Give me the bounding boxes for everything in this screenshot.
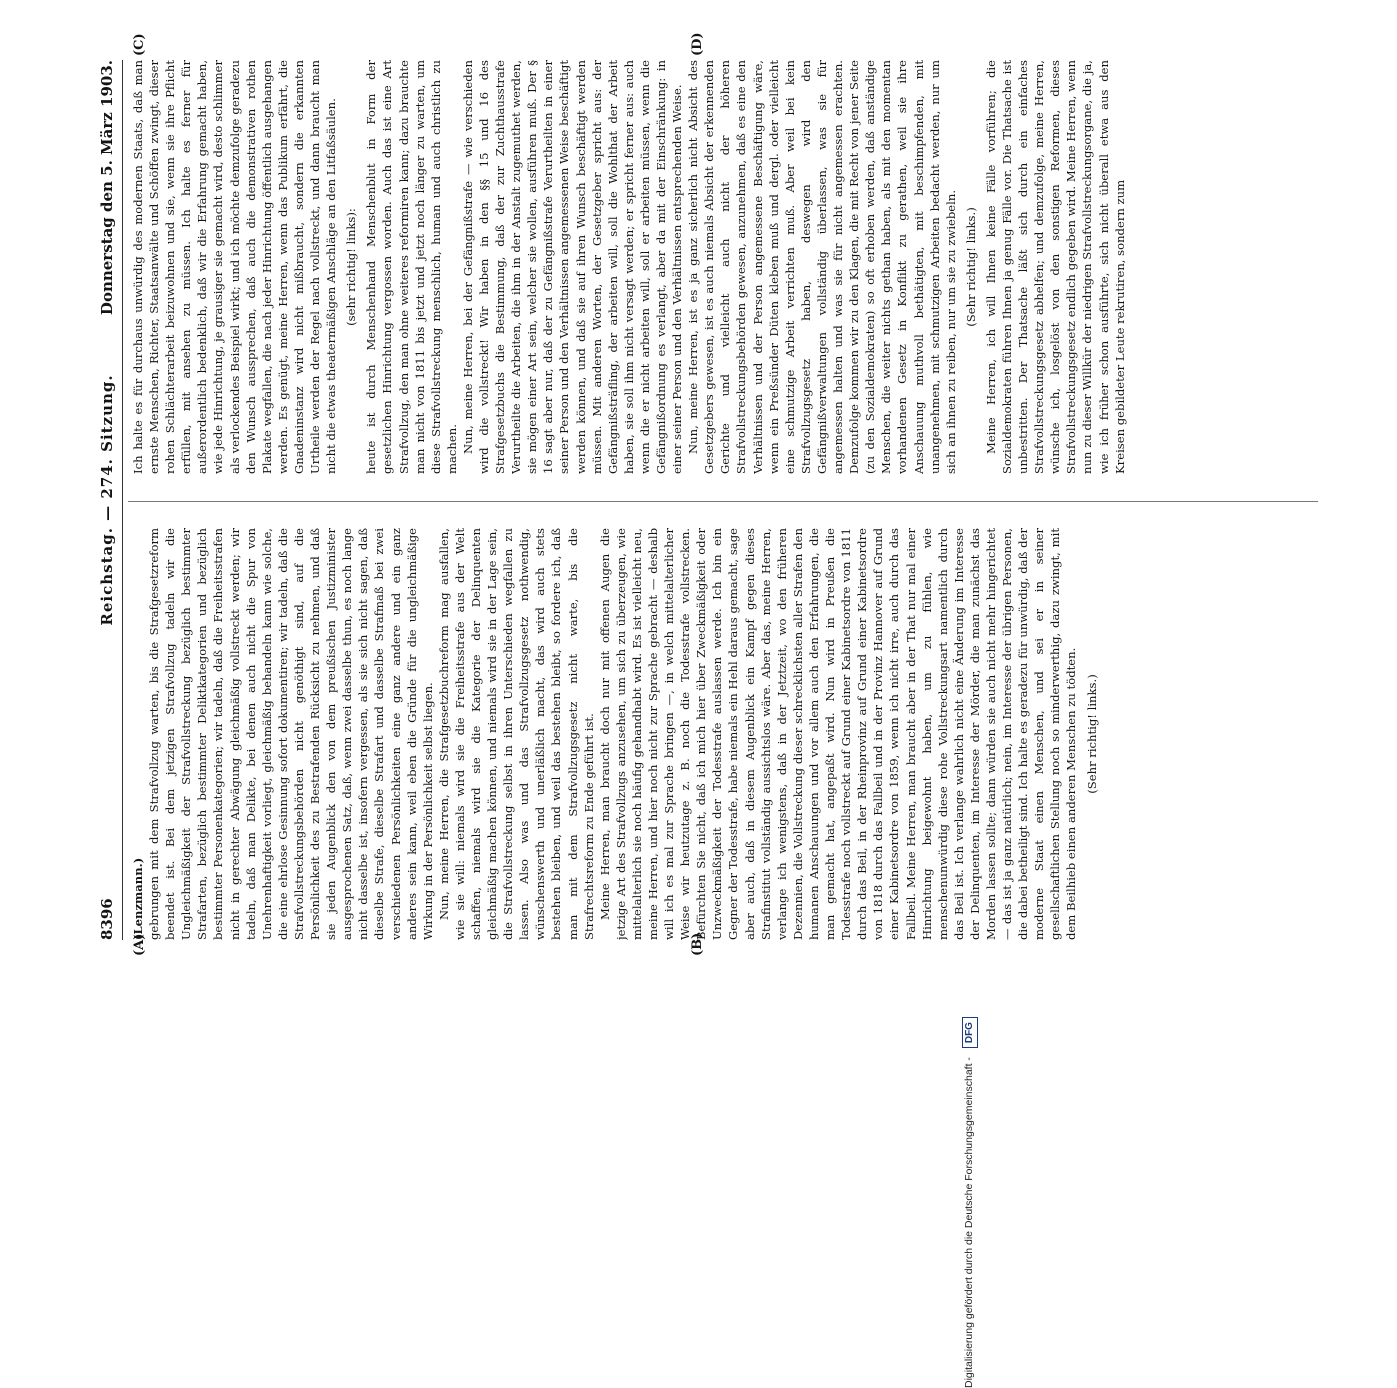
margin-marker-a: (A): [132, 933, 147, 956]
page-number: 8396: [98, 898, 116, 940]
paragraph: Nun, meine Herren, ist es ja ganz sicherlich nicht Absicht des Gesetzgebers gewesen, ist es auch niemals Absicht der erkennenden Gerichte und vielleicht auch nicht der höheren Strafvollstreckungsbehörden gewesen, anzunehmen, daß es eine den Verhältnissen und der Person angemessene Beschäftigung wäre, wenn ein Preßsünder Düten kleben muß und dergl. oder vielleicht eine schmutzige Arbeit verrichten muß. Aber weil bei kein Strafvollzugsgesetz haben, deswegen wird den Gefängnißverwaltungen vollständig überlassen, was sie für angemessen halten und was sie für nicht angemessen erachten. Demzufolge kommen wir zu den Klagen, die mit Recht von jener Seite (zu den Sozialdemokraten) so oft erhoben werden, daß anständige Menschen, die weiter nichts gethan haben, als mit den momentan vorhandenen Gesetz in Konflikt zu gerathen, weil sie ihre Anschauung muthvoll bethätigten, mit beschimpfenden, mit unangenehmen, mit schmutzigen Arbeiten bedacht werden, nur um sich an ihnen zu reiben, nur um sie zu zwiebeln.: [686, 60, 958, 474]
paragraph: gebrungen mit dem Strafvollzug warten, bis die Strafgesetzreform beendet ist. Bei dem jetzigen Strafvollzug tadeln wir die Ungleichmäßigkeit der Strafvollstreckung bezüglich bestimmter Strafarten, bezüglich bestimmter Deliktkategorien und bezüglich bestimmter Personenkategorien; wir tadeln, daß die Freiheitsstrafen nicht in gerechter Abwägung gleichmäßig vollstreckt werden; wir tadeln, daß man Delikte, bei denen auch nicht die Spur von Unehrenhaftigkeit vorliegt, gleichmäßig behandeln kann wie solche, die eine ehrlose Gesinnung sofort dokumentiren; wir tadeln, daß die Strafvollstreckungsbehörden nicht genöthigt sind, auf die Persönlichkeit des zu Bestrafenden Rücksicht zu nehmen, und daß sie jeden Augenblick den von dem preußischen Justizminister ausgesprochenen Satz, daß, wenn zwei dasselbe thun, es noch lange nicht dasselbe ist, insofern vergessen, als sie sich nicht sagen, daß dieselbe Strafe, dieselbe Strafart und dasselbe Strafmaß bei zwei verschiedenen Persönlichkeiten eine ganz andere und ein ganz anderes sein kann, weil eben die Gründe für die ungleichmäßige Wirkung in der Persönlichkeit selbst liegen.: [147, 528, 435, 940]
paragraph: Ich halte es für durchaus unwürdig des modernen Staats, daß man ernste Menschen, Richter, Staatsanwälte und Schöffen zwingt, dieser rohen Schlächterarbeit beizuwohnen und sie, wenn sie ihre Pflicht erfüllen, mit ansehen zu müssen. Ich halte es ferner für außerordentlich bedenklich, daß wir die Erfahrung gemacht haben, wie jede Hinrichtung, je grausiger sie gemacht wird, desto schlimmer als verlockendes Beispiel wirkt; und ich möchte demzufolge geradezu den Wunsch aussprechen, daß auch die demonstrativen rothen Plakate wegfallen, die nach jeder Hinrichtung öffentlich ausgehangen werden. Es genügt, meine Herren, wenn das Publikum erfährt, die Gnadeninstanz wird nicht mißbraucht, sondern die erkannten Urtheile werden der Regel nach vollstreckt, und dann braucht man nicht die etwas theatermäßigen Anschläge an den Litfaßsäulen.: [131, 60, 339, 474]
left-column: [130, 528, 1310, 940]
dfg-logo: DFG: [962, 1017, 978, 1048]
paragraph: Meine Herren, man braucht doch nur mit offenen Augen die jetzige Art des Strafvollzugs anzusehen, um sich zu überzeugen, wie mittelalterlich sie noch häufig gehandhabt wird. Es ist vielleicht neu, meine Herren, und hier noch nicht zur Sprache gebracht — deshalb will ich es mal zur Sprache bringen —, in welch mittelalterlicher Weise wir heutzutage z. B. noch die Todesstrafe vollstrecken. Befürchten Sie nicht, daß ich mich hier über Zweckmäßigkeit oder Unzweckmäßigkeit der Todesstrafe auslassen werde. Ich bin ein Gegner der Todesstrafe, habe niemals ein Hehl daraus gemacht, sage aber auch, daß in diesem Augenblick ein Kampf gegen dieses Strafinstitut vollständig aussichtslos wäre. Aber das, meine Herren, verlange ich wenigstens, daß in der Jetztzeit, wo den früheren Dezennien, die Vollstreckung dieser schrecklichsten aller Strafen den humanen Anschauungen und vor allem auch den Erfahrungen, die man gemacht hat, angepaßt wird. Nun wird in Preußen die Todesstrafe noch vollstreckt auf Grund einer Kabinetsordre von 1811 durch das Beil, in der Rheinprovinz auf Grund einer Kabinetsordre von 1818 durch das Fallbeil und in der Provinz Hannover auf Grund einer Kabinetsordre von 1859, wenn ich nicht irre, auch durch das Fallbeil. Meine Herren, man braucht aber in der That nur mal einer Hinrichtung beigewohnt haben, um zu fühlen, wie menschenunwürdig diese rohe Vollstreckungsart namentlich durch das Beil ist. Ich verlange wahrlich nicht eine Änderung im Interesse der Delinquenten, im Interesse der Mörder, die man zunächst das Morden lassen sollte; dann würden sie auch nicht mehr hingerichtet — das ist ja ganz natürlich; nein, im Interesse der übrigen Personen, die dabei betheiligt sind. Ich halte es geradezu für unwürdig, daß der moderne Staat einen Menschen, und sei er in seiner gesellschaftlichen Stellung noch so minderwerthig, dazu zwingt, mit dem Beilhieb einen anderen Menschen zu tödten.: [597, 528, 1079, 940]
page-header: [92, 60, 122, 940]
page-date: Donnerstag den 5. März 1903.: [98, 60, 116, 316]
applause-note: (Sehr richtig! links.): [963, 207, 978, 327]
applause-note: (Sehr richtig! links.): [1084, 674, 1099, 794]
margin-marker-d: (D): [690, 32, 705, 56]
paragraph: heute ist durch Menschenhand Menschenblut in Form der gesetzlichen Hinrichtung vergossen worden. Auch das ist eine Art Strafvollzug, den man ohne weiteres reformiren kann; dazu brauchte man nicht von 1811 bis jetzt und jetzt noch länger zu warten, um diese Strafvollstreckung menschlich, human und auch christlich zu machen.: [364, 60, 459, 474]
applause-note: (sehr richtig! links):: [344, 208, 359, 326]
right-column: [130, 60, 1310, 474]
margin-marker-b: (B): [690, 932, 705, 956]
digitization-text: Digitalisierung gefördert durch die Deutsche Forschungsgemeinschaft -: [963, 1057, 975, 1388]
paragraph: Nun, meine Herren, bei der Gefängnißstrafe — wie verschieden wird die vollstreckt! Wir haben in den §§ 15 und 16 des Strafgesetzbuchs die Bestimmung, daß der zur Zuchthausstrafe Verurtheilte die Arbeiten, die ihm in der Anstalt zugemuthet werden, sie mögen einer Art sein, welcher sie wollen, ausführen muß. Der § 16 sagt aber nur, daß der zu Gefängnißstrafe Verurtheilten in einer seiner Person und den Verhältnissen angemessenen Weise beschäftigt werden können, und daß sie auf ihren Wunsch beschäftigt werden müssen. Mit anderen Worten, der Gesetzgeber spricht aus: der Gefängnißsträfling, der arbeiten will, soll die Wohlthat der Arbeit haben, sie soll ihm nicht versagt werden; er spricht ferner aus: auch wenn die er nicht arbeiten will, soll er arbeiten müssen, wenn die Gefängnißordnung es verlangt, aber da mit der Einschränkung: in einer seiner Person und den Verhältnissen entsprechenden Weise.: [460, 60, 685, 474]
paragraph: Nun, meine Herren, die Strafgesetzbuchreform mag ausfallen, wie sie will: niemals wird sie die Freiheitsstrafe aus der Welt schaffen, niemals wird sie die Kategorie der Delinquenten gleichmäßig machen können, und niemals wird sie in der Lage sein, die Strafvollstreckung selbst in ihren Unterschieden wegfallen zu lassen. Also was und das Strafvollzugsgesetz nothwendig, wünschenswerth und unerläßlich macht, das wird auch stets bestehen bleiben, und weil das bestehen bleibt, so fordere ich, daß man mit dem Strafvollzugsgesetz nicht warte, bis die Strafrechtsreform zu Ende geführt ist.: [436, 528, 596, 940]
column-divider: [128, 501, 1318, 502]
page-title: Reichstag. — 274. Sitzung.: [98, 374, 116, 626]
header-rule: [122, 60, 123, 940]
paragraph: Meine Herren, ich will Ihnen keine Fälle vorführen; die Sozialdemokraten führen Ihnen ja genug Fälle vor. Die Thatsache ist unbestritten. Der Thatsache läßt sich durch ein einfaches Strafvollstreckungsgesetz abhelfen; und demzufolge, meine Herren, wünsche ich, losgelöst von den sonstigen Reformen, dieses Strafvollstreckungsgesetz endlich gegeben wird. Meine Herren, wenn nun zu dieser Willkür der niedrigen Strafvollstreckungsorgane, die ja, wie ich früher schon ausführte, sich nicht überall etwa aus den Kreisen gebildeter Leute rekrutiren, sondern zum: [983, 60, 1127, 474]
digitization-note: [960, 568, 982, 1388]
speaker-label: (Lenzmann.): [131, 857, 145, 940]
margin-marker-c: (C): [132, 33, 147, 56]
